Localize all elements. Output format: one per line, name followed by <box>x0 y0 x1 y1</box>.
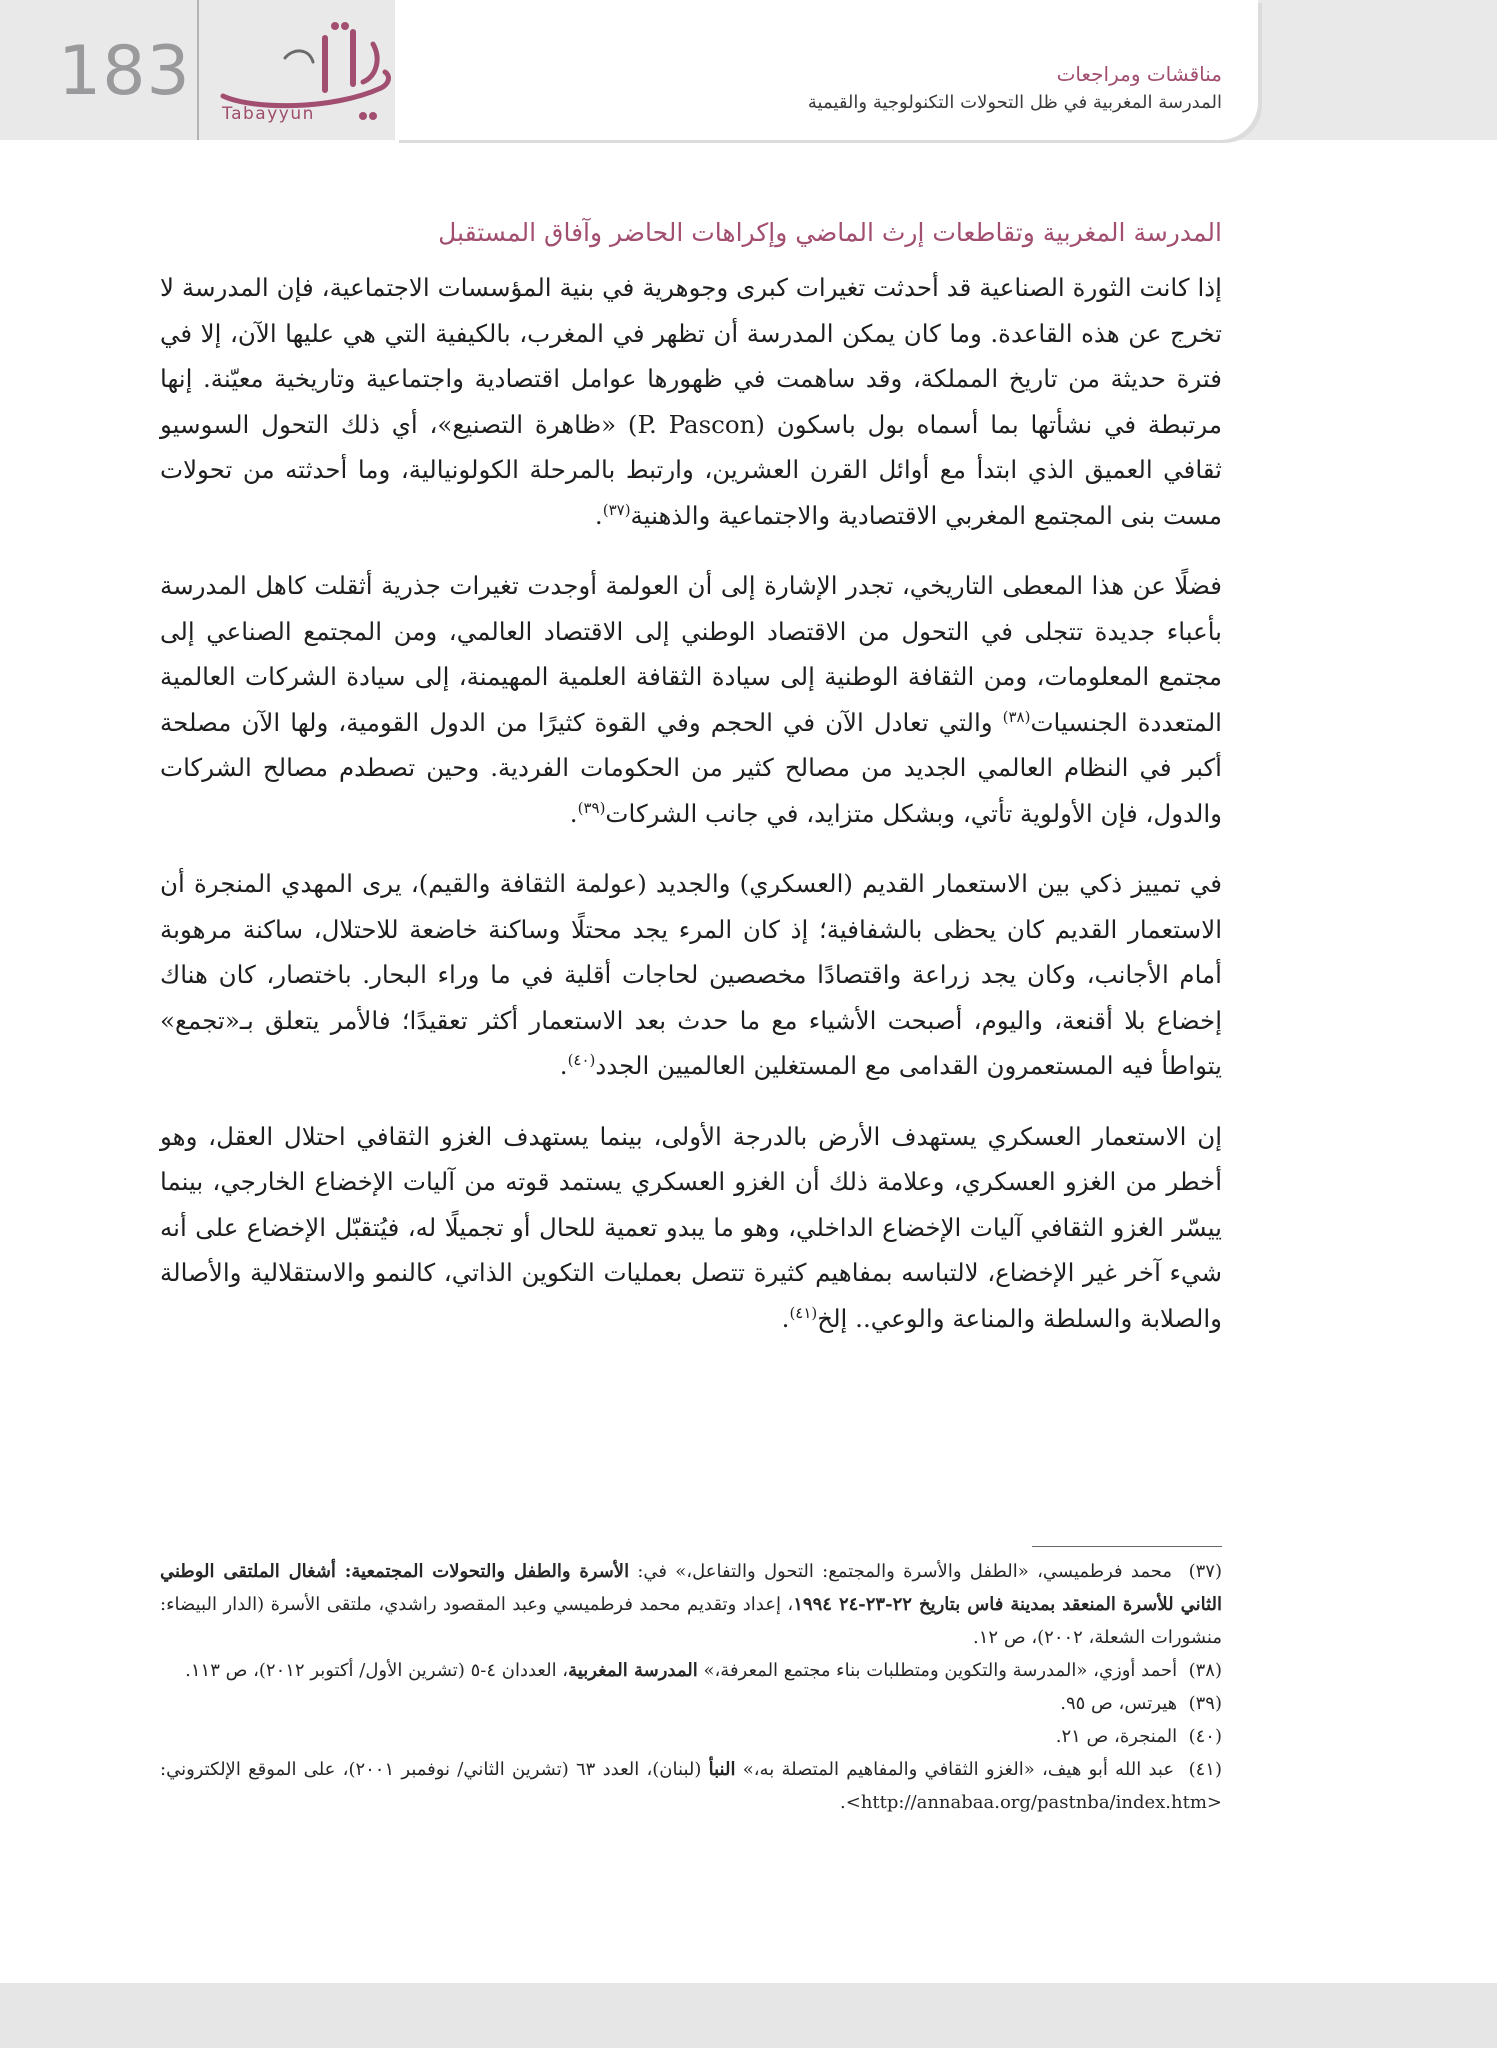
footnote-ref[interactable]: (٤٠) <box>567 1050 596 1069</box>
footnote-separator <box>1032 1546 1222 1547</box>
paragraph: فضلًا عن هذا المعطى التاريخي، تجدر الإشارة إلى أن العولمة أوجدت تغيرات جذرية أثقلت كاهل المدرسة بأعباء جديدة تتجلى في التحول من الاقتصاد الوطني إلى الاقتصاد العالمي، ومن المجتمع الصناعي إلى مجتمع المعلومات، ومن الثقافة الوطنية إلى سيادة الثقافة العلمية المهيمنة، إلى سيادة الشركات العالمية المتعددة الجنسيات$^{(٣٨)}$ والتي تعادل الآن في الحجم وفي القوة كثيرًا من الدول القومية، ولها الآن مصلحة أكبر في النظام العالمي الجديد من مصالح كثير من الحكومات الفردية. وحين تصطدم مصالح الشركات والدول، فإن الأولوية تأتي، وبشكل متزايد، في جانب الشركات$^{(٣٩)}$. <box>160 571 1222 828</box>
article-body <box>160 265 1222 1366</box>
page-number: 183 <box>58 32 191 111</box>
footnote-41: (٤١) عبد الله أبو هيف، «الغزو الثقافي والمفاهيم المتصلة به،» النبأ (لبنان)، العدد ٦٣ (تشرين الثاني/ نوفمبر ٢٠٠١)، على الموقع الإلكتروني: <http://annabaa.org/pastnba/index.htm>. <box>160 1759 1222 1813</box>
paragraph: في تمييز ذكي بين الاستعمار القديم (العسكري) والجديد (عولمة الثقافة والقيم)، يرى المهدي المنجرة أن الاستعمار القديم كان يحظى بالشفافية؛ إذ كان المرء يجد محتلًا وساكنة خاضعة للاحتلال، ساكنة مرهوبة أمام الأجانب، وكان يجد زراعة واقتصادًا مخصصين لحاجات أقلية في ما وراء البحار. باختصار، كان هناك إخضاع بلا أقنعة، واليوم، أصبحت الأشياء مع ما حدث بعد الاستعمار أكثر تعقيدًا؛ فالأمر يتعلق بـ«تجمع» يتواطأ فيه المستعمرون القدامى مع المستغلين العالميين الجدد$^{(٤٠)}$. <box>160 869 1222 1080</box>
footnotes <box>160 1555 1222 1819</box>
footnote-ref[interactable]: (٤١) <box>789 1303 818 1322</box>
paragraph: إن الاستعمار العسكري يستهدف الأرض بالدرجة الأولى، بينما يستهدف الغزو الثقافي احتلال العقل، وهو أخطر من الغزو العسكري، وعلامة ذلك أن الغزو العسكري يستمد قوته من آليات الإخضاع الخارجي، بينما ييسّر الغزو الثقافي آليات الإخضاع الداخلي، وهو ما يبدو تعمية للحال أو تجميلًا له، فيُتقبّل الإخضاع على أنه شيء آخر غير الإخضاع، لالتباسه بمفاهيم كثيرة تتصل بعمليات التكوين الذاتي، كالنمو والاستقلالية والأصالة والصلابة والسلطة والمناعة والوعي.. إلخ$^{(٤١)}$. <box>160 1121 1222 1333</box>
running-title: المدرسة المغربية في ظل التحولات التكنولوجية والقيمية <box>807 92 1222 113</box>
footnote-ref[interactable]: (٣٩) <box>577 798 606 817</box>
footnote-40: (٤٠) المنجرة، ص ٢١. <box>1055 1726 1222 1747</box>
footnote-ref[interactable]: (٣٨) <box>1002 707 1031 726</box>
footnote-ref[interactable]: (٣٧) <box>602 500 631 519</box>
footnote-38: (٣٨) أحمد أوزي، «المدرسة والتكوين ومتطلبات بناء مجتمع المعرفة،» المدرسة المغربية، العددان ٤-٥ (تشرين الأول/ أكتوبر ٢٠١٢)، ص ١١٣. <box>185 1660 1222 1681</box>
paragraph: إذا كانت الثورة الصناعية قد أحدثت تغيرات كبرى وجوهرية في بنية المؤسسات الاجتماعية، فإن المدرسة لا تخرج عن هذه القاعدة. وما كان يمكن المدرسة أن تظهر في المغرب، بالكيفية التي هي عليها الآن، إلا في فترة حديثة من تاريخ المملكة، وقد ساهمت في ظهورها عوامل اقتصادية واجتماعية وتاريخية معيّنة. إنها مرتبطة في نشأتها بما أسماه بول باسكون (P. Pascon) «ظاهرة التصنيع»، أي ذلك التحول السوسيو ثقافي العميق الذي ابتدأ مع أوائل القرن العشرين، وارتبط بالمرحلة الكولونيالية، وما أحدثته من تحولات مست بنى المجتمع المغربي الاقتصادية والاجتماعية والذهنية$^{(٣٧)}$. <box>160 273 1222 530</box>
logo-wordmark: Tabayyun <box>222 104 315 124</box>
footnote-39: (٣٩) هيرتس، ص ٩٥. <box>1060 1693 1222 1714</box>
section-label: مناقشات ومراجعات <box>1056 62 1222 86</box>
bottom-band <box>0 1983 1497 2048</box>
section-heading: المدرسة المغربية وتقاطعات إرث الماضي وإكراهات الحاضر وآفاق المستقبل <box>438 218 1222 247</box>
footnote-37: (٣٧) محمد فرطميسي، «الطفل والأسرة والمجتمع: التحول والتفاعل،» في: الأسرة والطفل والتحولات المجتمعية: أشغال الملتقى الوطني الثاني للأسرة المنعقد بمدينة فاس بتاريخ ٢٢-٢٣-٢٤ ١٩٩٤، إعداد وتقديم محمد فرطميسي وعبد المقصود راشدي، ملتقى الأسرة (الدار البيضاء: منشورات الشعلة، ٢٠٠٢)، ص ١٢. <box>160 1561 1222 1648</box>
source-link[interactable]: <http://annabaa.org/pastnba/index.htm> <box>845 1792 1222 1813</box>
header-divider <box>197 0 199 140</box>
